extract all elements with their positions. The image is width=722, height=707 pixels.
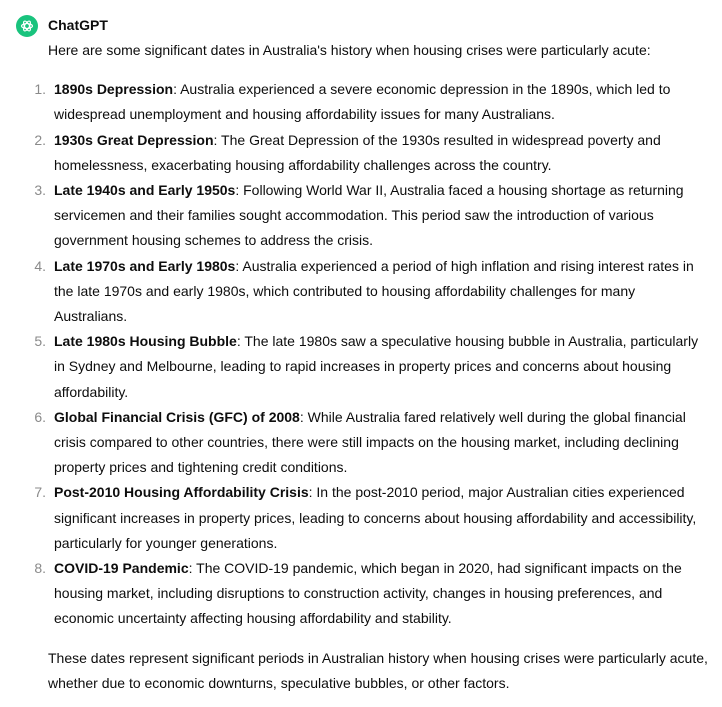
list-item-number: 4. <box>34 257 46 274</box>
list-item-number: 8. <box>34 560 46 577</box>
list-item-text: : Following World War II, Australia faced a housing shortage as returning servicemen and their families sought accommodation. This period saw the introduction of various government housing schemes to address the crisis. <box>54 182 684 249</box>
list-item-term: Late 1940s and Early 1950s <box>54 182 236 199</box>
list-item-term: Late 1980s Housing Bubble <box>54 333 237 350</box>
message-conclusion: These dates represent significant periods in Australian history when housing crises were particularly acute, whether due to economic downturns, speculative bubbles, or other factors. <box>48 649 708 691</box>
list-item-term: Post-2010 Housing Affordability Crisis <box>54 484 309 501</box>
list-item-number: 6. <box>34 408 46 425</box>
list-item-number: 7. <box>34 484 46 501</box>
list-item <box>34 405 708 481</box>
message-intro: Here are some significant dates in Australia's history when housing crises were particularly acute: <box>48 42 651 58</box>
list-item-text: : The COVID-19 pandemic, which began in 2020, had significant impacts on the housing market, including disruptions to construction activity, changes in housing preferences, and economic uncertainty affecting housing affordability and stability. <box>54 560 682 627</box>
list-item-term: COVID-19 Pandemic <box>54 560 189 577</box>
list-item-number: 2. <box>34 131 46 148</box>
openai-logo-icon <box>19 18 35 34</box>
list-item-text: : The late 1980s saw a speculative housing bubble in Australia, particularly in Sydney and Melbourne, leading to rapid increases in property prices and concerns about housing affordability. <box>54 333 699 400</box>
list-item <box>34 480 708 556</box>
list-item-text: : While Australia fared relatively well during the global financial crisis compared to other countries, there were still impacts on the housing market, including declining property prices and tightening credit conditions. <box>54 408 686 476</box>
list-item-number: 3. <box>34 182 46 199</box>
list-item-number: 5. <box>34 333 46 350</box>
message-author: ChatGPT <box>48 17 108 33</box>
list-item <box>34 556 708 632</box>
list-item-term: Late 1970s and Early 1980s <box>54 257 236 274</box>
list-item-term: 1930s Great Depression <box>54 131 214 148</box>
housing-crisis-list <box>34 77 708 631</box>
list-item <box>34 77 708 127</box>
list-item-text: : The Great Depression of the 1930s resulted in widespread poverty and homelessness, exacerbating housing affordability challenges across the country. <box>54 131 661 173</box>
list-item-term: Global Financial Crisis (GFC) of 2008 <box>54 408 300 425</box>
list-item <box>34 128 708 178</box>
list-item <box>34 254 708 330</box>
list-item <box>34 178 708 254</box>
list-item-text: : In the post-2010 period, major Australian cities experienced significant increases in property prices, leading to concerns about housing affordability and accessibility, particularly for younger generations. <box>54 484 697 551</box>
list-item-number: 1. <box>34 81 46 98</box>
list-item-term: 1890s Depression <box>54 81 174 98</box>
list-item-text: : Australia experienced a period of high inflation and rising interest rates in the late 1970s and early 1980s, which contributed to housing affordability challenges for many Australians. <box>54 257 694 325</box>
list-item <box>34 329 708 405</box>
list-item-text: : Australia experienced a severe economic depression in the 1890s, which led to widespread unemployment and housing affordability issues for many Australians. <box>54 81 671 123</box>
assistant-avatar <box>16 15 38 37</box>
message-content <box>34 38 708 696</box>
